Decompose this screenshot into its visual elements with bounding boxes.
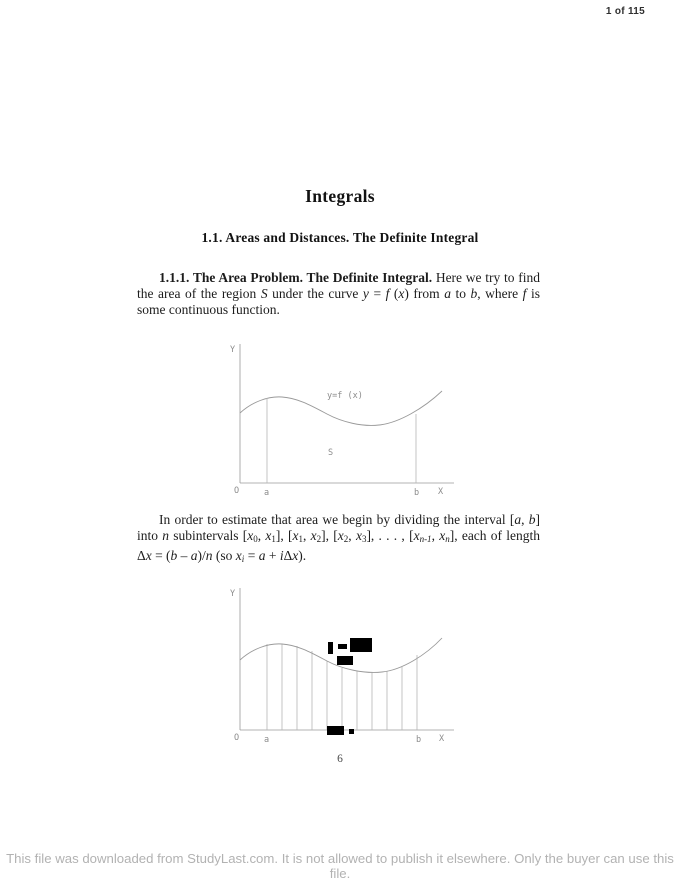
figure1-b-label: b [414,488,420,498]
page-indicator: 1 of 115 [605,6,645,17]
figure1-y-label: Y [230,345,236,355]
document-title: Integrals [305,186,375,206]
redaction-mark [327,726,344,735]
redaction-mark [349,729,354,734]
figure2-curve [240,638,442,672]
section-heading: 1.1. Areas and Distances. The Definite Integral [201,230,479,245]
paragraph-area-problem: 1.1.1. The Area Problem. The Definite Integral. Here we try to find the area of the region S under the curve y = f (x) from a to b, where f is some continuous function. [137,270,541,317]
figure1-origin-label: O [234,486,240,496]
watermark-footer: This file was downloaded from StudyLast.com. It is not allowed to publish it elsewhere. Only the buyer can use this file. [6,851,674,881]
figure1-a-label: a [264,488,270,498]
figure2-a-label: a [264,735,270,745]
redaction-mark [337,656,353,665]
figure2-origin-label: O [234,733,240,743]
figure-subintervals [224,583,456,751]
figure2-redaction-marks [327,638,372,735]
page-number: 6 [337,753,343,765]
figure2-b-label: b [416,735,422,745]
figure2-y-label: Y [230,589,236,599]
figure-area-under-curve [224,338,456,503]
figure1-x-label: X [438,487,444,497]
figure2-x-label: X [439,734,445,744]
figure1-region-label: S [328,448,334,458]
redaction-mark [338,644,347,649]
paragraph-subintervals: In order to estimate that area we begin by dividing the interval [a, b] into n subintervals [x0, x1], [x1, x2], [x2, x3], . . . , [xn-1, xn], each of length Δx = (b – a)/n (so xi = a + iΔx). [137,512,541,564]
redaction-mark [350,638,372,652]
figure1-curve-label: y=f (x) [327,391,363,401]
redaction-mark [328,642,333,654]
